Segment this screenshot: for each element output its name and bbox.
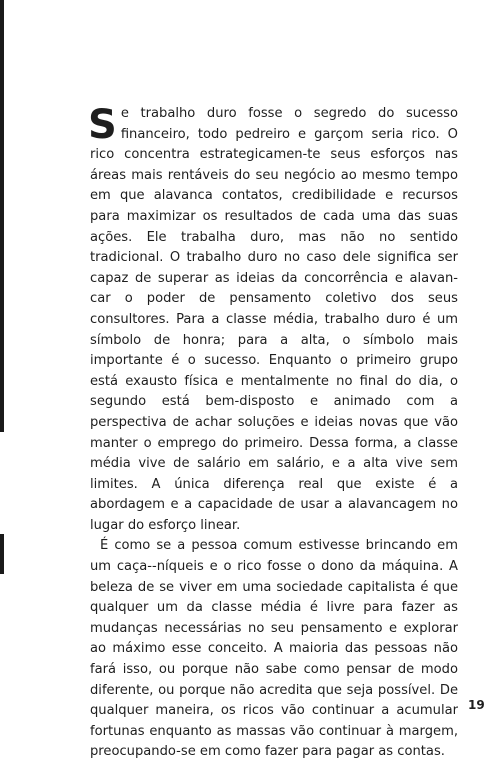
page-edge-shadow (0, 0, 4, 432)
drop-cap: S (88, 102, 117, 148)
body-text (90, 104, 458, 763)
page-edge-mark (0, 534, 4, 574)
paragraph-2: É como se a pessoa comum estivesse brincando em um caça--níqueis e o rico fosse o dono da máquina. A beleza de se viver em uma sociedade capitalista é que qualquer um da classe média é livre para fazer as mudanças necessárias no seu pensamento e explorar ao máximo esse conceito. A maioria das pessoas não fará isso, ou porque não sabe como pensar de modo diferente, ou porque não acredita que seja possível. De qualquer maneira, os ricos vão continuar a acumular fortunas enquanto as massas vão continuar à margem, preocupando-se em como fazer para pagar as contas. (90, 538, 458, 760)
paragraph-1-text: e trabalho duro fosse o segredo do sucesso financeiro, todo pedreiro e garçom seria rico. O rico concentra estrategicamen-te seus esforços nas áreas mais rentáveis do seu negócio ao mesmo tempo em que alavanca contatos, credibilidade e recursos para maximizar os resultados de cada uma das suas ações. Ele trabalha duro, mas não no sentido tradicional. O trabalho duro no caso dele significa ser capaz de superar as ideias da concorrência e alavan-car o poder de pensamento coletivo dos seus consultores. Para a classe média, trabalho duro é um símbolo de honra; para a alta, o símbolo mais importante é o sucesso. Enquanto o primeiro grupo está exausto física e mentalmente no final do dia, o segundo está bem-disposto e animado com a perspectiva de achar soluções e ideias novas que vão manter o emprego do primeiro. Dessa forma, a classe média vive de salário em salário, e a alta vive sem limites. A única diferença real que existe é a abordagem e a capacidade de usar a alavancagem no lugar do esforço linear. (90, 106, 458, 533)
page-number: 19 (468, 698, 485, 712)
paragraph-1 (90, 104, 458, 536)
